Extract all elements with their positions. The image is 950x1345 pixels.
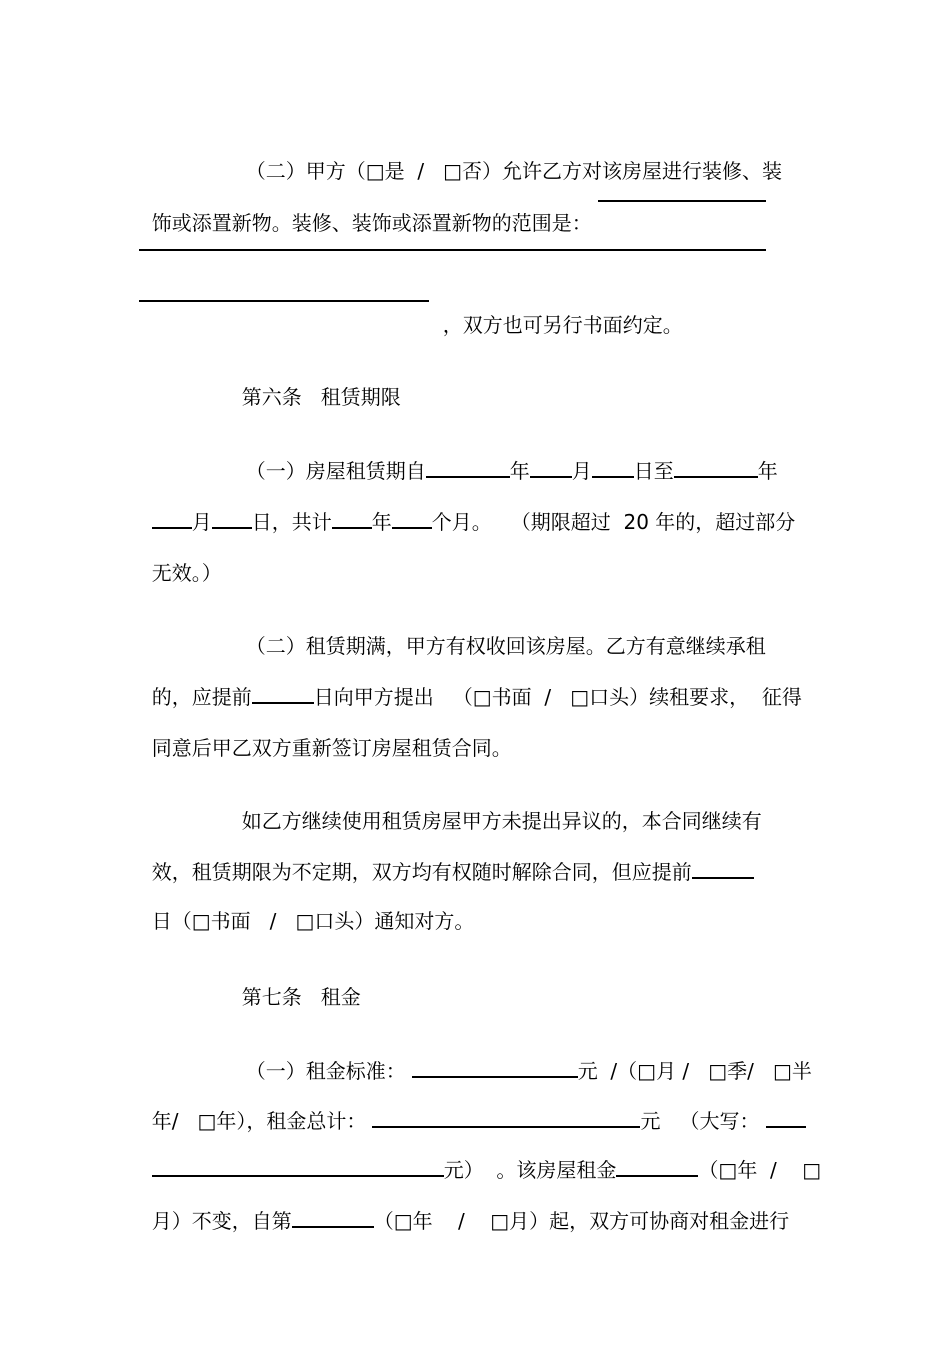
- fill-blank-end-day[interactable]: [212, 507, 252, 529]
- fill-blank-total-months[interactable]: [392, 507, 432, 529]
- clause-6-2-line-2: [139, 652, 802, 709]
- clause-6-2-line-1: [233, 601, 766, 658]
- text: 月: [191, 510, 212, 534]
- text: （二）租赁期满，甲方有权收回该房屋。乙方有意继续承租: [245, 634, 766, 658]
- clause-7-1-line-1: [233, 1026, 812, 1083]
- clause-6-2-line-3: [139, 703, 512, 760]
- fill-blank-end-year[interactable]: [674, 456, 758, 478]
- fill-blank-renewal-notice-days[interactable]: [252, 682, 314, 704]
- text: 日向甲方提出 （□书面 / □口头）续租要求， 征得: [313, 685, 802, 709]
- clause-6-3-line-3: [139, 876, 475, 933]
- fill-blank-rent-standard[interactable]: [412, 1056, 578, 1078]
- text: （一）房屋租赁期自: [245, 459, 426, 483]
- clause-6-1-line-2: [139, 477, 796, 534]
- text: 效，租赁期限为不定期，双方均有权随时解除合同，但应提前: [151, 860, 692, 884]
- text: 年/ □年），租金总计：: [151, 1109, 367, 1133]
- article-7-heading: [229, 952, 361, 1009]
- text: 年: [509, 459, 530, 483]
- text: 如乙方继续使用租赁房屋甲方未提出异议的，本合同继续有: [241, 809, 762, 833]
- fill-blank-decoration-scope-3[interactable]: [139, 300, 429, 302]
- clause-7-1-line-2: [139, 1076, 806, 1133]
- clause-7-1-line-4: [139, 1176, 790, 1233]
- text: 饰或添置新物。装修、装饰或添置新物的范围是：: [151, 211, 592, 235]
- text: 日（□书面 / □口头）通知对方。: [151, 909, 475, 933]
- text: 日，共计: [251, 510, 332, 534]
- fill-blank-rent-fixed-period[interactable]: [616, 1155, 698, 1177]
- text: 个月。 （期限超过 20 年的，超过部分: [431, 510, 796, 534]
- clause-5-2-line-1: [233, 126, 783, 183]
- fill-blank-rent-adjust-from[interactable]: [292, 1206, 374, 1228]
- text: 同意后甲乙双方重新签订房屋租赁合同。: [151, 736, 512, 760]
- fill-blank-end-month[interactable]: [152, 507, 192, 529]
- fill-blank-start-year[interactable]: [426, 456, 510, 478]
- text: 月）不变，自第: [151, 1209, 292, 1233]
- text: ，双方也可另行书面约定。: [442, 313, 683, 337]
- text: 元 /（□月 / □季/ □半: [577, 1059, 812, 1083]
- text: 月: [571, 459, 592, 483]
- fill-blank-start-day[interactable]: [592, 456, 634, 478]
- text: （二）甲方（□是 / □否）允许乙方对该房屋进行装修、装: [245, 159, 783, 183]
- text: 元） 。该房屋租金: [443, 1158, 617, 1182]
- clause-5-2-line-2: [139, 178, 592, 235]
- text: （□年 / □月）起，双方可协商对租金进行: [373, 1209, 790, 1233]
- text: （一）租金标准：: [245, 1059, 406, 1083]
- text: 元 （大写：: [640, 1109, 760, 1133]
- article-6-heading: [229, 352, 401, 409]
- clause-6-1-line-1: [233, 426, 778, 483]
- text: （□年 / □: [698, 1158, 822, 1182]
- fill-blank-termination-notice-days[interactable]: [692, 857, 754, 879]
- text: 无效。）: [151, 561, 222, 585]
- clause-6-3-line-2: [139, 827, 754, 884]
- heading-text: 第六条 租赁期限: [241, 385, 401, 409]
- clause-6-3-line-1: [229, 776, 762, 833]
- fill-blank-decoration-scope[interactable]: [598, 200, 766, 202]
- clause-7-1-line-3: [139, 1125, 822, 1182]
- fill-blank-decoration-scope-2[interactable]: [139, 249, 766, 251]
- fill-blank-rent-total-capital-2[interactable]: [152, 1155, 444, 1177]
- clause-6-1-line-3: [139, 528, 222, 585]
- fill-blank-start-month[interactable]: [530, 456, 572, 478]
- heading-text: 第七条 租金: [241, 985, 361, 1009]
- text: 年: [757, 459, 778, 483]
- clause-5-2-line-4: [430, 280, 683, 337]
- text: 年: [371, 510, 392, 534]
- fill-blank-total-years[interactable]: [332, 507, 372, 529]
- text: 日至: [633, 459, 674, 483]
- text: 的，应提前: [151, 685, 252, 709]
